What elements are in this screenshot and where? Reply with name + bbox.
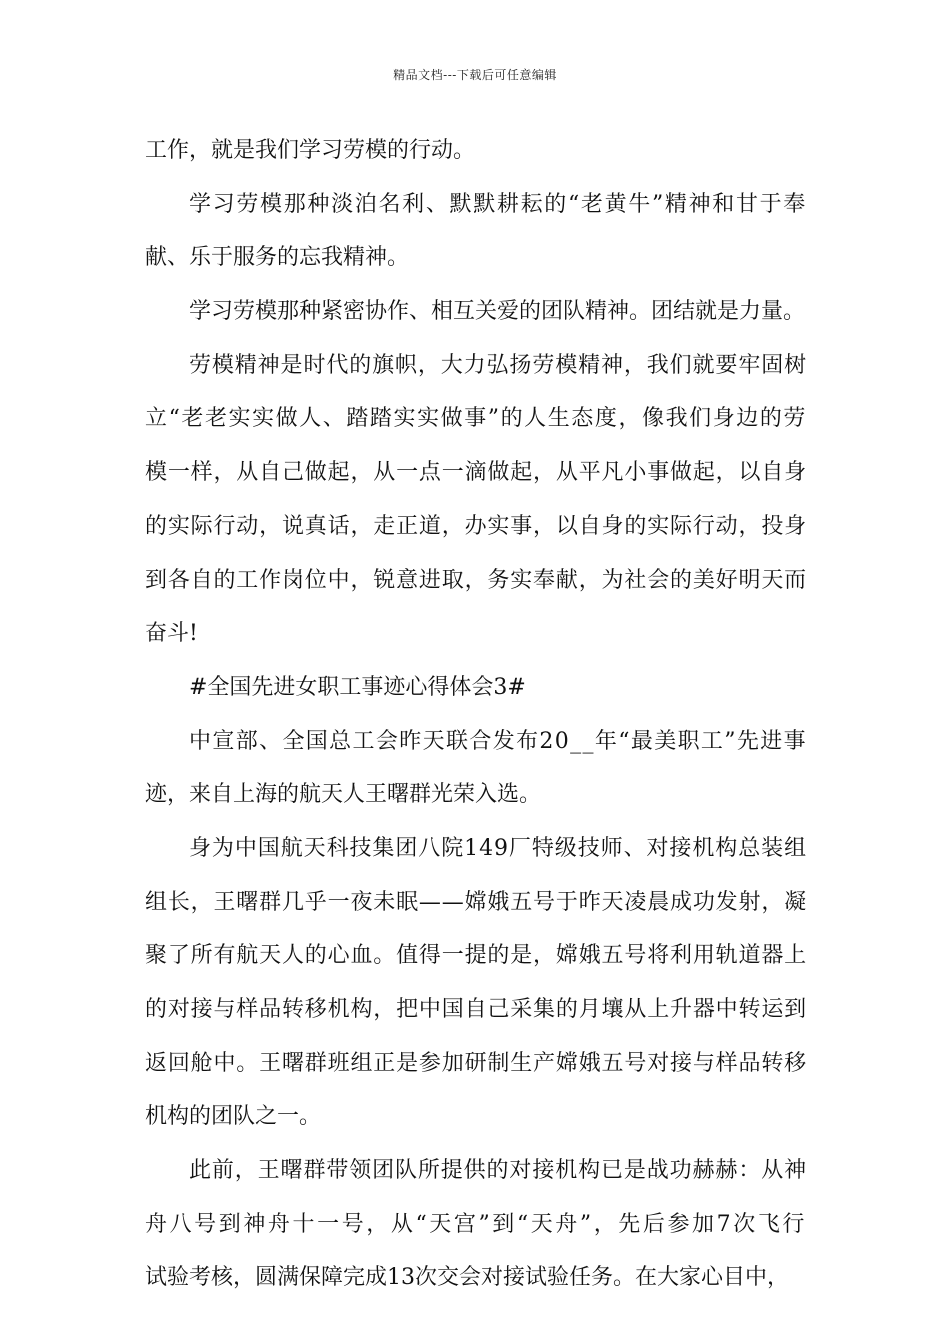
text-line: 的实际行动，说真话，走正道，办实事，以自身的实际行动，投身 (145, 513, 807, 539)
text-line: 的对接与样品转移机构，把中国自己采集的月壤从上升器中转运到 (145, 997, 807, 1022)
text-line: 组长，王曙群几乎一夜未眠——嫦娥五号于昨天凌晨成功发射，凝 (145, 889, 807, 915)
text-line: 学习劳模那种紧密协作、相互关爱的团队精神。团结就是力量。 (189, 299, 806, 325)
text-line: 迹，来自上海的航天人王曙群光荣入选。 (145, 782, 542, 808)
text-line: 劳模精神是时代的旗帜，大力弘扬劳模精神，我们就要牢固树 (189, 352, 807, 378)
document-body (145, 124, 807, 1305)
text-line: 献、乐于服务的忘我精神。 (145, 245, 410, 271)
text-line: 学习劳模那种淡泊名利、默默耕耘的“老黄牛”精神和甘于奉 (189, 191, 807, 217)
text-line: 试验考核，圆满保障完成13次交会对接试验任务。在大家心目中， (145, 1265, 789, 1291)
text-line: 身为中国航天科技集团八院149厂特级技师、对接机构总装组 (189, 835, 807, 861)
text-line: 奋斗! (145, 621, 198, 647)
text-line: 模一样，从自己做起，从一点一滴做起，从平凡小事做起，以自身 (145, 460, 807, 486)
text-line: 机构的团队之一。 (145, 1104, 322, 1130)
text-line: 到各自的工作岗位中，锐意进取，务实奉献，为社会的美好明天而 (145, 567, 807, 593)
page-header: 精品文档---下载后可任意编辑 (393, 68, 557, 82)
text-line: 中宣部、全国总工会昨天联合发布20__年“最美职工”先进事 (189, 728, 807, 754)
text-line: 此前，王曙群带领团队所提供的对接机构已是战功赫赫：从神 (189, 1158, 807, 1184)
text-line: 返回舱中。王曙群班组正是参加研制生产嫦娥五号对接与样品转移 (145, 1050, 807, 1076)
text-line: 舟八号到神舟十一号，从“天宫”到“天舟”，先后参加7次飞行 (145, 1211, 807, 1237)
text-line: #全国先进女职工事迹心得体会3# (189, 674, 526, 700)
text-line: 聚了所有航天人的心血。值得一提的是，嫦娥五号将利用轨道器上 (145, 943, 807, 969)
text-line: 立“老老实实做人、踏踏实实做事”的人生态度，像我们身边的劳 (145, 406, 807, 432)
text-line: 工作，就是我们学习劳模的行动。 (145, 138, 476, 163)
